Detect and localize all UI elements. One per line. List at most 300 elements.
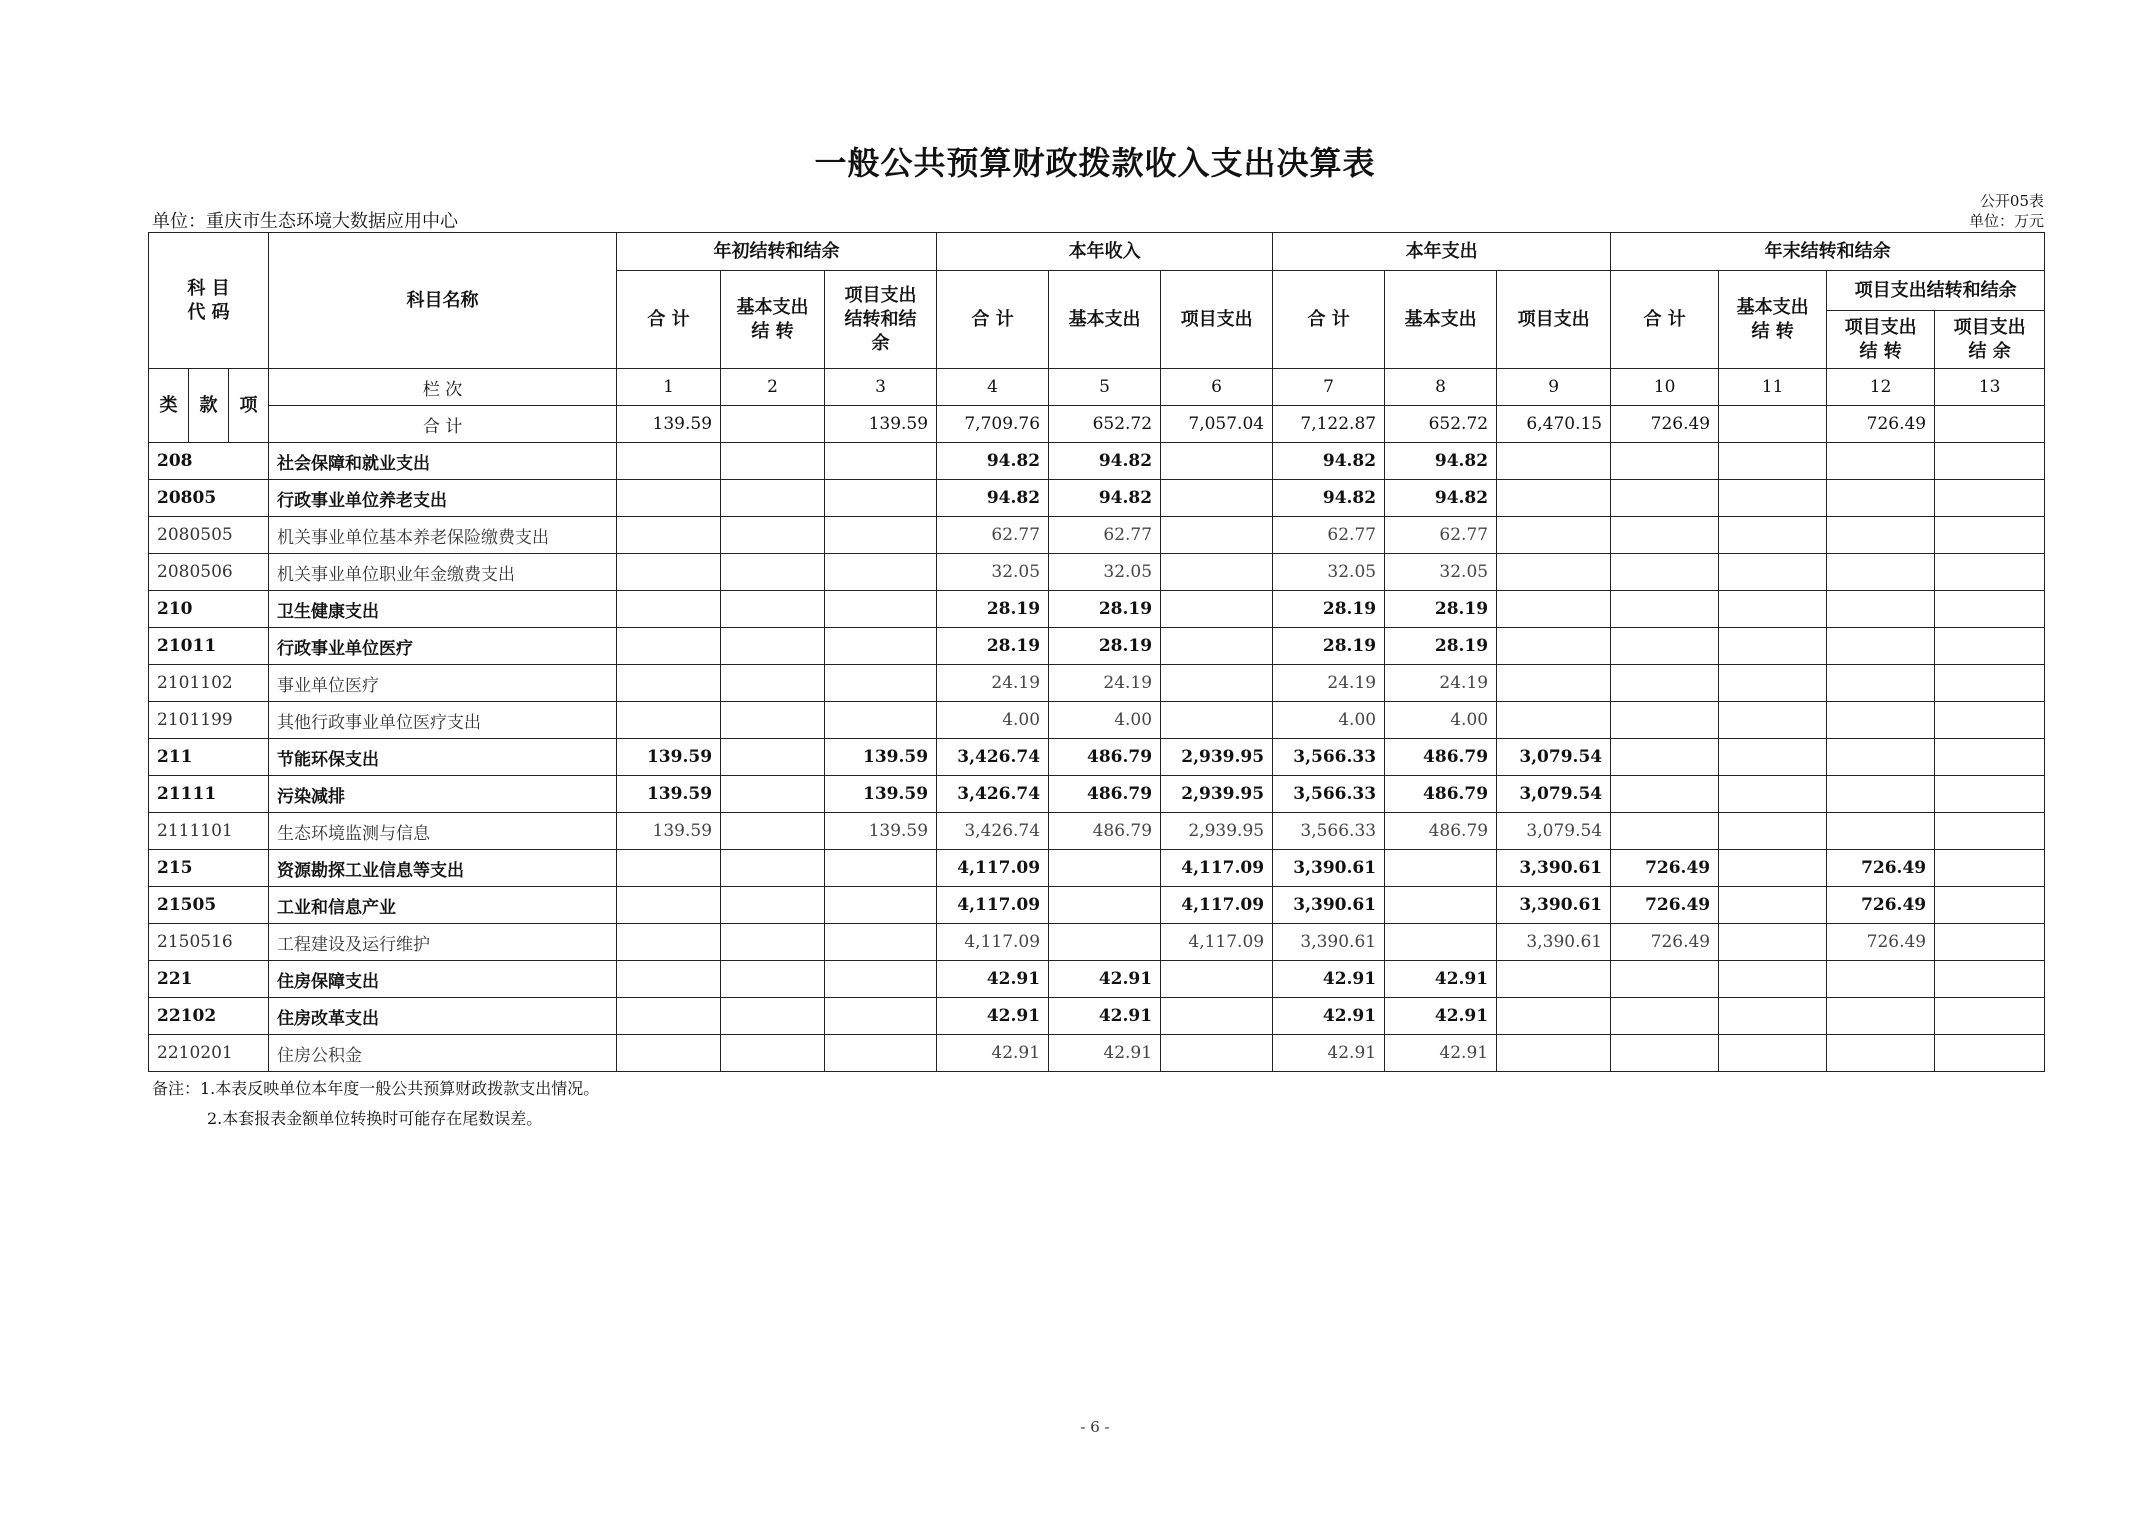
row-name: 节能环保支出 (269, 739, 617, 776)
row-cell (1611, 443, 1719, 480)
row-name: 其他行政事业单位医疗支出 (269, 702, 617, 739)
header-code: 科 目 代 码 (149, 233, 269, 369)
row-cell: 3,566.33 (1273, 813, 1385, 850)
row-cell (1935, 813, 2045, 850)
row-cell (1935, 591, 2045, 628)
table-row (149, 739, 2045, 776)
row-cell: 486.79 (1049, 776, 1161, 813)
row-code: 208 (149, 443, 269, 480)
row-name: 工程建设及运行维护 (269, 924, 617, 961)
table-row (149, 961, 2045, 998)
row-cell: 3,426.74 (937, 813, 1049, 850)
table-row (149, 628, 2045, 665)
row-cell (1497, 480, 1611, 517)
row-cell (1049, 887, 1161, 924)
row-cell: 3,390.61 (1273, 887, 1385, 924)
row-cell (1935, 998, 2045, 1035)
row-cell (1935, 739, 2045, 776)
header-g2-total: 合 计 (937, 271, 1049, 369)
row-cell: 24.19 (1049, 665, 1161, 702)
row-cell (721, 813, 825, 850)
row-cell (617, 480, 721, 517)
row-cell (721, 998, 825, 1035)
row-cell (1497, 554, 1611, 591)
total-cell (1719, 406, 1827, 443)
row-cell (721, 702, 825, 739)
header-g1-basic-carry: 基本支出 结 转 (721, 271, 825, 369)
header-g3-proj: 项目支出 (1497, 271, 1611, 369)
row-cell: 28.19 (1385, 628, 1497, 665)
row-cell: 3,426.74 (937, 739, 1049, 776)
row-code: 21111 (149, 776, 269, 813)
table-row (149, 1035, 2045, 1072)
row-cell: 726.49 (1611, 850, 1719, 887)
row-code: 221 (149, 961, 269, 998)
header-g4-proj-group: 项目支出结转和结余 (1827, 271, 2045, 311)
row-cell (1719, 517, 1827, 554)
row-cell: 62.77 (1273, 517, 1385, 554)
currency-unit: 单位：万元 (1968, 212, 2044, 230)
row-cell: 4.00 (1273, 702, 1385, 739)
row-cell: 94.82 (1385, 480, 1497, 517)
index-col: 6 (1161, 369, 1273, 406)
page-title: 一般公共预算财政拨款收入支出决算表 (814, 144, 1376, 182)
row-cell (825, 480, 937, 517)
row-cell (1611, 776, 1719, 813)
row-cell: 726.49 (1611, 924, 1719, 961)
row-cell (721, 665, 825, 702)
row-cell: 42.91 (1385, 961, 1497, 998)
row-name: 资源勘探工业信息等支出 (269, 850, 617, 887)
index-col: 7 (1273, 369, 1385, 406)
row-name: 社会保障和就业支出 (269, 443, 617, 480)
row-cell: 3,390.61 (1497, 924, 1611, 961)
header-g4-total: 合 计 (1611, 271, 1719, 369)
row-cell: 139.59 (617, 739, 721, 776)
index-col: 5 (1049, 369, 1161, 406)
row-cell: 4,117.09 (1161, 924, 1273, 961)
row-cell (1611, 702, 1719, 739)
index-col: 10 (1611, 369, 1719, 406)
footnote-1: 备注：1.本表反映单位本年度一般公共预算财政拨款支出情况。 (152, 1079, 600, 1098)
total-cell (1935, 406, 2045, 443)
row-cell (617, 702, 721, 739)
index-col: 1 (617, 369, 721, 406)
row-cell (1827, 443, 1935, 480)
header-g3-total: 合 计 (1273, 271, 1385, 369)
header-g4-basic-carry: 基本支出 结 转 (1719, 271, 1827, 369)
table-row (149, 480, 2045, 517)
row-cell (1719, 591, 1827, 628)
row-cell: 42.91 (1273, 961, 1385, 998)
row-name: 事业单位医疗 (269, 665, 617, 702)
row-cell: 42.91 (937, 1035, 1049, 1072)
row-cell (1611, 517, 1719, 554)
row-cell: 42.91 (1385, 998, 1497, 1035)
table-row (149, 887, 2045, 924)
row-cell: 42.91 (937, 961, 1049, 998)
row-cell (825, 887, 937, 924)
row-cell (617, 628, 721, 665)
row-code: 2101199 (149, 702, 269, 739)
row-cell (1161, 665, 1273, 702)
row-cell (1497, 998, 1611, 1035)
total-cell: 7,122.87 (1273, 406, 1385, 443)
row-code: 210 (149, 591, 269, 628)
row-name: 污染减排 (269, 776, 617, 813)
header-name: 科目名称 (269, 233, 617, 369)
row-cell: 139.59 (617, 776, 721, 813)
row-cell (617, 924, 721, 961)
table-row (149, 554, 2045, 591)
row-cell (1935, 443, 2045, 480)
row-cell: 139.59 (617, 813, 721, 850)
row-cell (1827, 665, 1935, 702)
row-cell (825, 998, 937, 1035)
row-cell (1935, 887, 2045, 924)
row-cell (1161, 961, 1273, 998)
row-cell: 32.05 (1049, 554, 1161, 591)
row-cell (1827, 998, 1935, 1035)
row-cell: 28.19 (1273, 628, 1385, 665)
row-cell (825, 924, 937, 961)
row-cell (1611, 739, 1719, 776)
row-cell (1827, 739, 1935, 776)
row-cell: 42.91 (1273, 1035, 1385, 1072)
row-cell: 32.05 (937, 554, 1049, 591)
row-cell: 42.91 (1049, 998, 1161, 1035)
row-cell: 94.82 (1049, 443, 1161, 480)
row-cell (617, 591, 721, 628)
row-cell (1827, 702, 1935, 739)
table-row (149, 517, 2045, 554)
row-cell (721, 554, 825, 591)
row-cell (1827, 591, 1935, 628)
row-cell (1161, 702, 1273, 739)
row-cell (1935, 1035, 2045, 1072)
row-cell (1719, 480, 1827, 517)
index-row (149, 369, 2045, 406)
table-row (149, 443, 2045, 480)
row-cell (825, 961, 937, 998)
row-cell: 94.82 (937, 480, 1049, 517)
row-cell: 28.19 (1049, 591, 1161, 628)
row-cell: 3,079.54 (1497, 739, 1611, 776)
row-cell: 139.59 (825, 776, 937, 813)
row-cell (1611, 628, 1719, 665)
row-cell (721, 628, 825, 665)
row-cell (721, 961, 825, 998)
row-name: 工业和信息产业 (269, 887, 617, 924)
row-cell (1497, 628, 1611, 665)
row-cell (1719, 776, 1827, 813)
header-g2-proj: 项目支出 (1161, 271, 1273, 369)
row-cell (1497, 443, 1611, 480)
row-code: 2101102 (149, 665, 269, 702)
row-cell: 3,390.61 (1497, 887, 1611, 924)
row-cell: 486.79 (1049, 813, 1161, 850)
row-cell (1719, 665, 1827, 702)
header-g1-proj-carry: 项目支出 结转和结 余 (825, 271, 937, 369)
row-cell: 42.91 (1049, 1035, 1161, 1072)
row-cell (1719, 850, 1827, 887)
row-cell (721, 739, 825, 776)
row-name: 行政事业单位医疗 (269, 628, 617, 665)
index-col: 13 (1935, 369, 2045, 406)
row-code: 21011 (149, 628, 269, 665)
row-cell: 3,566.33 (1273, 739, 1385, 776)
index-col: 9 (1497, 369, 1611, 406)
row-cell (721, 1035, 825, 1072)
label-kuan: 款 (189, 369, 229, 443)
row-cell: 139.59 (825, 813, 937, 850)
row-cell (1611, 813, 1719, 850)
row-name: 行政事业单位养老支出 (269, 480, 617, 517)
row-name: 住房保障支出 (269, 961, 617, 998)
row-cell (617, 998, 721, 1035)
index-col: 12 (1827, 369, 1935, 406)
row-cell: 42.91 (1385, 1035, 1497, 1072)
table-row (149, 850, 2045, 887)
row-cell: 94.82 (1385, 443, 1497, 480)
row-cell: 42.91 (937, 998, 1049, 1035)
index-col: 4 (937, 369, 1049, 406)
row-cell (1161, 998, 1273, 1035)
index-col: 8 (1385, 369, 1497, 406)
row-code: 2111101 (149, 813, 269, 850)
row-cell (1161, 628, 1273, 665)
row-cell: 3,390.61 (1497, 850, 1611, 887)
header-income: 本年收入 (937, 233, 1273, 271)
total-cell: 7,709.76 (937, 406, 1049, 443)
total-cell: 139.59 (825, 406, 937, 443)
row-cell (1497, 961, 1611, 998)
row-cell (825, 517, 937, 554)
row-code: 2150516 (149, 924, 269, 961)
row-cell: 2,939.95 (1161, 739, 1273, 776)
row-cell (1719, 998, 1827, 1035)
row-cell (1611, 961, 1719, 998)
row-cell: 3,566.33 (1273, 776, 1385, 813)
row-code: 215 (149, 850, 269, 887)
row-cell (1719, 1035, 1827, 1072)
row-cell: 24.19 (1273, 665, 1385, 702)
header-opening-balance: 年初结转和结余 (617, 233, 937, 271)
row-cell: 3,426.74 (937, 776, 1049, 813)
row-cell: 24.19 (1385, 665, 1497, 702)
row-cell (1935, 776, 2045, 813)
row-cell (825, 591, 937, 628)
row-cell (1719, 554, 1827, 591)
row-cell (1935, 850, 2045, 887)
row-cell (1935, 702, 2045, 739)
row-cell: 4,117.09 (1161, 887, 1273, 924)
row-cell (1827, 628, 1935, 665)
row-cell (1935, 554, 2045, 591)
row-cell: 42.91 (1273, 998, 1385, 1035)
total-cell: 652.72 (1385, 406, 1497, 443)
row-cell (1385, 850, 1497, 887)
row-cell (721, 480, 825, 517)
table-row (149, 998, 2045, 1035)
row-cell (825, 554, 937, 591)
header-g1-total: 合 计 (617, 271, 721, 369)
row-cell (1497, 1035, 1611, 1072)
row-name: 住房公积金 (269, 1035, 617, 1072)
row-cell (1385, 887, 1497, 924)
row-cell (1827, 480, 1935, 517)
page-number: - 6 - (1080, 1418, 1110, 1436)
row-cell: 4,117.09 (937, 850, 1049, 887)
row-cell: 3,390.61 (1273, 850, 1385, 887)
row-cell: 726.49 (1611, 887, 1719, 924)
row-cell (1497, 702, 1611, 739)
row-code: 211 (149, 739, 269, 776)
row-cell: 62.77 (1049, 517, 1161, 554)
row-cell (1161, 480, 1273, 517)
row-cell (1611, 998, 1719, 1035)
row-cell: 4,117.09 (1161, 850, 1273, 887)
row-cell (1385, 924, 1497, 961)
total-cell: 726.49 (1827, 406, 1935, 443)
index-col: 3 (825, 369, 937, 406)
row-cell: 94.82 (1273, 480, 1385, 517)
row-cell (1827, 961, 1935, 998)
row-cell (1935, 628, 2045, 665)
row-cell: 94.82 (937, 443, 1049, 480)
row-code: 21505 (149, 887, 269, 924)
row-cell: 32.05 (1385, 554, 1497, 591)
total-cell (721, 406, 825, 443)
row-cell (1049, 850, 1161, 887)
row-cell (1611, 1035, 1719, 1072)
row-cell: 2,939.95 (1161, 813, 1273, 850)
row-cell (1719, 739, 1827, 776)
row-cell (1161, 591, 1273, 628)
row-cell (1611, 591, 1719, 628)
index-col: 11 (1719, 369, 1827, 406)
row-cell: 32.05 (1273, 554, 1385, 591)
row-cell (1611, 554, 1719, 591)
row-cell: 4.00 (937, 702, 1049, 739)
row-cell (1719, 924, 1827, 961)
row-cell: 28.19 (1049, 628, 1161, 665)
form-number: 公开05表 (1979, 192, 2044, 210)
row-cell: 28.19 (1385, 591, 1497, 628)
row-cell (617, 850, 721, 887)
table-row (149, 665, 2045, 702)
row-cell: 24.19 (937, 665, 1049, 702)
row-cell (721, 443, 825, 480)
row-cell (617, 554, 721, 591)
row-name: 住房改革支出 (269, 998, 617, 1035)
row-cell (721, 887, 825, 924)
row-cell: 139.59 (825, 739, 937, 776)
row-cell (721, 924, 825, 961)
row-cell (1497, 665, 1611, 702)
row-cell: 486.79 (1385, 813, 1497, 850)
row-name: 机关事业单位基本养老保险缴费支出 (269, 517, 617, 554)
row-cell (721, 776, 825, 813)
row-cell (1719, 702, 1827, 739)
row-cell: 726.49 (1827, 924, 1935, 961)
row-cell (617, 961, 721, 998)
row-code: 22102 (149, 998, 269, 1035)
row-cell (617, 517, 721, 554)
row-cell (1827, 776, 1935, 813)
row-cell (1719, 813, 1827, 850)
row-cell (825, 443, 937, 480)
row-name: 机关事业单位职业年金缴费支出 (269, 554, 617, 591)
row-cell (825, 628, 937, 665)
header-g3-basic: 基本支出 (1385, 271, 1497, 369)
total-row (149, 406, 2045, 443)
row-cell (825, 665, 937, 702)
row-cell (1719, 628, 1827, 665)
row-cell: 4,117.09 (937, 924, 1049, 961)
row-cell (1827, 554, 1935, 591)
row-cell: 726.49 (1827, 850, 1935, 887)
row-cell: 3,079.54 (1497, 776, 1611, 813)
row-cell (617, 887, 721, 924)
row-cell: 4.00 (1049, 702, 1161, 739)
row-cell: 94.82 (1049, 480, 1161, 517)
row-name: 卫生健康支出 (269, 591, 617, 628)
row-cell (617, 665, 721, 702)
row-cell: 3,390.61 (1273, 924, 1385, 961)
row-cell (1161, 1035, 1273, 1072)
row-cell (1935, 665, 2045, 702)
row-cell (617, 1035, 721, 1072)
row-cell (1827, 517, 1935, 554)
row-cell (721, 591, 825, 628)
row-cell (1161, 554, 1273, 591)
row-code: 2080506 (149, 554, 269, 591)
row-cell (1611, 480, 1719, 517)
row-cell: 94.82 (1273, 443, 1385, 480)
row-cell (1049, 924, 1161, 961)
row-cell: 28.19 (937, 628, 1049, 665)
table-row (149, 776, 2045, 813)
row-cell (617, 443, 721, 480)
total-cell: 652.72 (1049, 406, 1161, 443)
row-cell: 28.19 (937, 591, 1049, 628)
row-cell: 486.79 (1049, 739, 1161, 776)
row-cell: 3,079.54 (1497, 813, 1611, 850)
total-cell: 726.49 (1611, 406, 1719, 443)
footnote-2: 2.本套报表金额单位转换时可能存在尾数误差。 (207, 1109, 543, 1128)
row-cell (1935, 961, 2045, 998)
row-cell: 726.49 (1827, 887, 1935, 924)
row-cell (721, 850, 825, 887)
row-cell (825, 850, 937, 887)
row-cell (825, 1035, 937, 1072)
row-cell (1161, 517, 1273, 554)
row-cell (1827, 813, 1935, 850)
row-cell: 62.77 (1385, 517, 1497, 554)
index-col: 2 (721, 369, 825, 406)
row-cell (1719, 961, 1827, 998)
row-cell: 4.00 (1385, 702, 1497, 739)
row-cell (1497, 591, 1611, 628)
header-expenditure: 本年支出 (1273, 233, 1611, 271)
row-cell (721, 517, 825, 554)
row-cell: 28.19 (1273, 591, 1385, 628)
total-cell: 7,057.04 (1161, 406, 1273, 443)
row-cell (1935, 924, 2045, 961)
total-cell: 139.59 (617, 406, 721, 443)
row-code: 2210201 (149, 1035, 269, 1072)
